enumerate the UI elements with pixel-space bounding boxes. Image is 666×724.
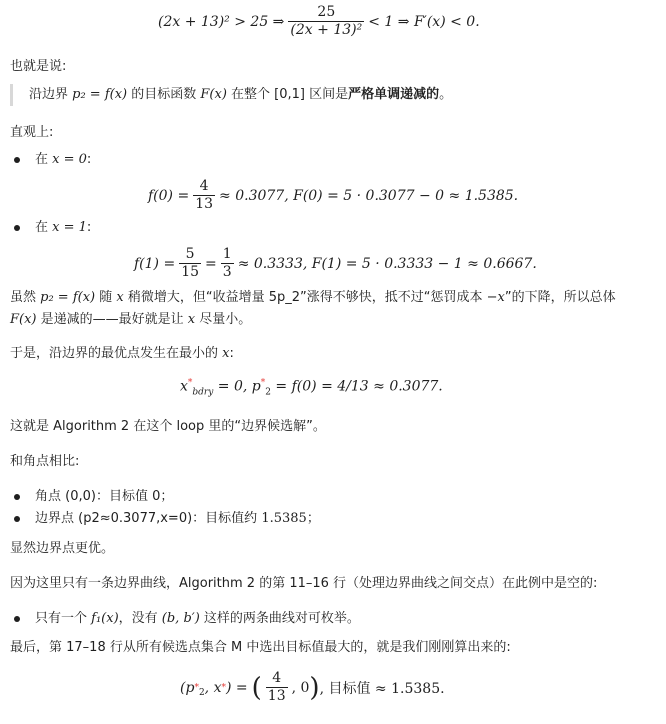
- eq2-equals: =: [205, 255, 217, 272]
- eq3-b: = 0, p: [213, 378, 261, 395]
- frac-num: 25: [317, 4, 336, 20]
- b2-post: :: [86, 220, 92, 235]
- fraction-4-13-final: [266, 670, 288, 705]
- eq1-rhs: ≈ 0.3077, F(0) = 5 · 0.3077 − 0 ≈ 1.5385.: [219, 187, 519, 204]
- paragraph-lines-11-16: 因为这里只有一条边界曲线，Algorithm 2 的第 11–16 行（处理边界曲线之间交点）在此例中是空的:: [10, 576, 598, 591]
- eq-top-lhs: (2x + 13)² > 25 ⇒: [158, 13, 285, 30]
- paragraph-compare-corner: 和角点相比:: [10, 454, 80, 469]
- p3-m2: x: [116, 290, 124, 305]
- quote-math-F: F(x): [200, 87, 227, 102]
- b4-b: ；: [306, 511, 320, 526]
- quote-bold: 严格单调递减的: [348, 87, 440, 102]
- p3-c: 稍微增大，但“收益增量 5p_2”涨得不够快，抵不过“惩罚成本: [123, 290, 487, 305]
- big-left-paren: (: [251, 672, 262, 703]
- quote-math-p2: p₂ = f(x): [72, 87, 128, 102]
- quote-text-a: 沿边界: [29, 87, 73, 102]
- eq3-sub2: 2: [265, 387, 271, 398]
- b2-math: x = 1: [52, 220, 87, 235]
- frac-num: 4: [199, 178, 209, 194]
- paragraph-also-means: 也就是说:: [10, 59, 67, 74]
- p3-m1: p₂ = f(x): [40, 290, 96, 305]
- b5-a: 只有一个: [35, 611, 92, 626]
- p3-m3: −x: [486, 290, 505, 305]
- big-right-paren: ): [309, 672, 320, 703]
- equation-f0: [148, 178, 518, 213]
- bullet-dot: [14, 616, 20, 622]
- paragraph-lines-17-18: 最后，第 17–18 行从所有候选点集合 M 中选出目标值最大的，就是我们刚刚算出来的:: [10, 640, 511, 655]
- quote-text-b: 的目标函数: [127, 87, 201, 102]
- equation-f1: [134, 246, 537, 281]
- equation-boundary-point: [180, 378, 443, 397]
- b5-m1: f₁(x): [91, 611, 119, 626]
- frac-num: 5: [185, 246, 195, 262]
- fraction-4-13: [193, 178, 215, 213]
- bullet-x0: [35, 151, 91, 169]
- p4-a: 于是，沿边界的最优点发生在最小的: [10, 346, 223, 361]
- p3b-m2: x: [187, 312, 196, 327]
- b1-pre: 在: [35, 152, 53, 167]
- fraction-5-15: [179, 246, 201, 281]
- fraction-1-3: [221, 246, 234, 281]
- b2-pre: 在: [35, 220, 53, 235]
- eq4-d: , 0: [291, 679, 310, 696]
- bullet-single-curve: [35, 610, 360, 628]
- equation-final-solution: [180, 670, 445, 705]
- frac-den: 13: [267, 688, 286, 704]
- quote-text-c: 在整个 [0,1] 区间是: [226, 87, 349, 102]
- paragraph-intuition: 直观上:: [10, 125, 54, 140]
- bullet-boundary: [35, 510, 320, 528]
- frac-den: 3: [222, 264, 232, 280]
- b5-c: 这样的两条曲线对可枚举。: [199, 611, 360, 626]
- eq4-e: , 目标值 ≈ 1.5385.: [319, 680, 445, 697]
- p4-b: :: [229, 346, 234, 361]
- star-mark: *: [221, 682, 226, 693]
- bullet-x1: [35, 219, 91, 237]
- paragraph-although: [10, 289, 616, 307]
- eq3-sub: bdry: [192, 387, 214, 398]
- bullet-dot: [14, 157, 20, 163]
- bullet-dot: [14, 516, 20, 522]
- frac-den: 13: [195, 196, 214, 212]
- paragraph-obvious: 显然边界点更优。: [10, 541, 115, 556]
- frac-num: 1: [222, 246, 232, 262]
- paragraph-although-cont: [10, 311, 251, 329]
- fraction-25-over-square: [288, 4, 364, 39]
- p4-m: x: [222, 346, 230, 361]
- p3-d: ”的下降，所以总体: [504, 290, 616, 305]
- star-mark: *: [194, 682, 199, 693]
- blockquote-monotone: [10, 84, 452, 106]
- eq3-c: = f(0) = 4/13 ≈ 0.3077.: [270, 378, 443, 395]
- eq4-a: (p: [180, 679, 195, 696]
- eq2-lhs: f(1) =: [134, 255, 176, 272]
- p3-b: 随: [95, 290, 117, 305]
- p3-a: 虽然: [10, 290, 41, 305]
- b4-a: 边界点 (p2≈0.3077,x=0)：目标值约: [35, 511, 262, 526]
- star-mark: *: [260, 378, 266, 388]
- b5-m2: (b, b′): [161, 611, 200, 626]
- bullet-dot: [14, 225, 20, 231]
- frac-den: 15: [181, 264, 200, 280]
- equation-derivative-sign: [158, 4, 480, 39]
- eq4-b: , x: [204, 679, 222, 696]
- b1-post: :: [86, 152, 92, 167]
- quote-text-d: 。: [439, 87, 453, 102]
- b4-m: 1.5385: [261, 511, 307, 526]
- frac-den: (2x + 13)²: [290, 22, 363, 38]
- b1-math: x = 0: [52, 152, 87, 167]
- eq4-c: ) =: [225, 679, 248, 696]
- p3b-a: 是递减的——最好就是让: [36, 312, 188, 327]
- p3b-b: 尽量小。: [195, 312, 252, 327]
- star-mark: *: [187, 378, 193, 388]
- p3b-m1: F(x): [10, 312, 37, 327]
- eq-top-rhs: < 1 ⇒ F′(x) < 0.: [368, 13, 480, 30]
- eq4-sub: 2: [198, 687, 205, 698]
- paragraph-algorithm2: 这就是 Algorithm 2 在这个 loop 里的“边界候选解”。: [10, 419, 326, 434]
- bullet-dot: [14, 494, 20, 500]
- eq2-rhs: ≈ 0.3333, F(1) = 5 · 0.3333 − 1 ≈ 0.6667.: [237, 255, 537, 272]
- frac-num: 4: [272, 670, 282, 686]
- bullet-corner: 角点 (0,0)：目标值 0；: [35, 489, 174, 504]
- eq1-lhs: f(0) =: [148, 187, 190, 204]
- paragraph-optimum: [10, 345, 234, 363]
- eq3-x: x: [180, 378, 188, 395]
- b5-b: ，没有: [118, 611, 162, 626]
